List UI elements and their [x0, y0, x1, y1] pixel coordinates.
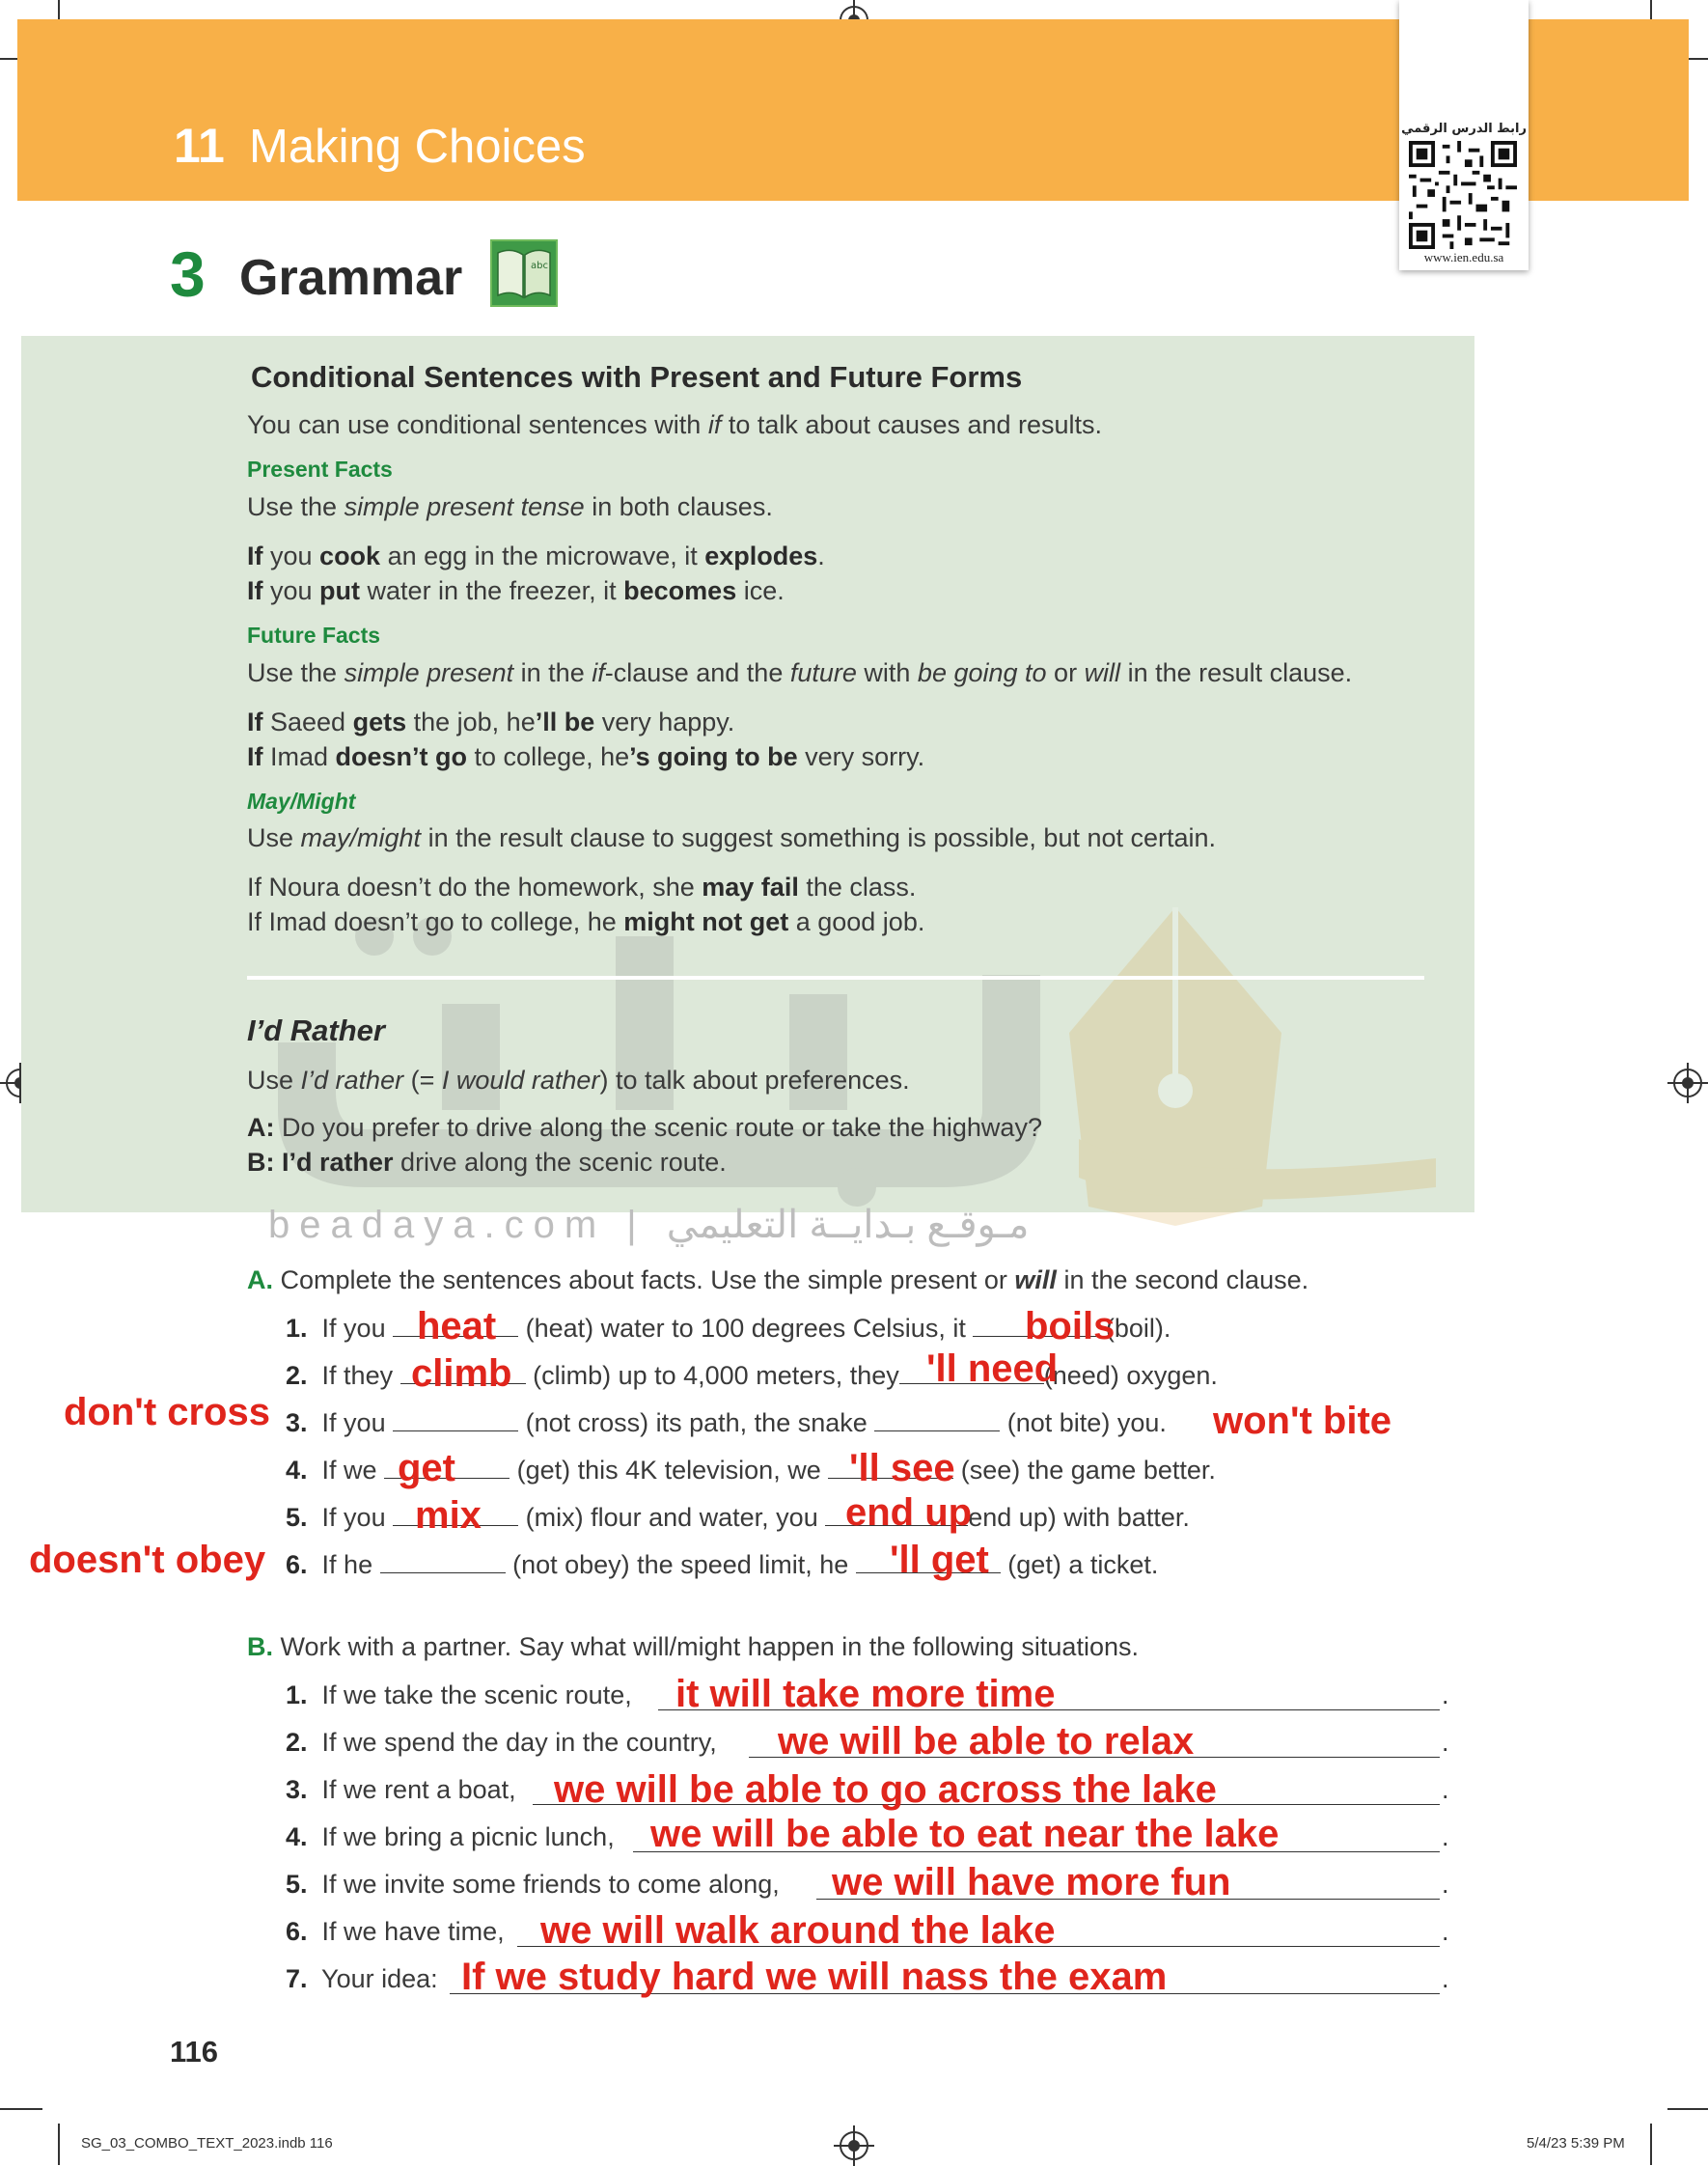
exercise-b-item-2: 2. If we spend the day in the country,	[286, 1728, 717, 1757]
crop-mark	[1667, 2108, 1708, 2110]
unit-title: Making Choices	[249, 121, 586, 173]
may-might-label: May/Might	[247, 789, 356, 814]
exercise-b-item-7: 7. Your idea:	[286, 1964, 438, 1993]
page-number: 116	[170, 2035, 219, 2069]
line-end-period: .	[1442, 1775, 1449, 1804]
handwritten-answer: If we study hard we will nass the exam	[461, 1956, 1168, 1998]
answer-blank[interactable]	[380, 1551, 506, 1573]
section-number: 3	[170, 238, 206, 310]
id-rather-heading: I’d Rather	[247, 1014, 385, 1047]
may-might-example-2: If Imad doesn’t go to college, he might not get a good job.	[247, 907, 925, 936]
handwritten-answer: we will be able to relax	[778, 1720, 1195, 1763]
may-might-rule: Use may/might in the result clause to suggest something is possible, but not certain.	[247, 823, 1217, 852]
crop-mark	[58, 2124, 60, 2165]
handwritten-answer: won't bite	[1213, 1400, 1392, 1442]
present-facts-example-1: If you cook an egg in the microwave, it explodes.	[247, 542, 825, 570]
registration-mark-icon	[1673, 1069, 1702, 1097]
registration-mark-icon	[840, 2131, 868, 2160]
line-end-period: .	[1442, 1964, 1449, 1993]
handwritten-answer: mix	[415, 1494, 482, 1537]
exercise-a-item-3: 3. If you (not cross) its path, the snake (not bite) you.	[286, 1408, 1167, 1437]
exercise-a-instruction: A. Complete the sentences about facts. Use the simple present or will in the second clause.	[247, 1265, 1309, 1294]
exercise-b-item-4: 4. If we bring a picnic lunch,	[286, 1822, 615, 1851]
handwritten-answer: 'll need	[926, 1347, 1059, 1390]
unit-number: 11	[174, 119, 225, 173]
line-end-period: .	[1442, 1822, 1449, 1851]
present-facts-label: Present Facts	[247, 457, 393, 482]
qr-url: www.ien.edu.sa	[1423, 250, 1504, 264]
handwritten-answer: end up	[845, 1491, 973, 1534]
id-rather-example-a: A: Do you prefer to drive along the scenic route or take the highway?	[247, 1113, 1042, 1142]
id-rather-rule: Use I’d rather (= I would rather) to talk about preferences.	[247, 1066, 910, 1095]
line-end-period: .	[1442, 1728, 1449, 1757]
exercise-a-item-2: 2. If they (climb) up to 4,000 meters, they (need) oxygen.	[286, 1361, 1218, 1390]
handwritten-answer: 'll see	[849, 1447, 955, 1489]
open-book-abc-icon	[490, 239, 558, 307]
future-facts-example-2: If Imad doesn’t go to college, he’s going to be very sorry.	[247, 742, 925, 771]
present-facts-rule: Use the simple present tense in both clauses.	[247, 492, 773, 521]
line-end-period: .	[1442, 1870, 1449, 1899]
handwritten-answer: we will be able to eat near the lake	[650, 1813, 1280, 1855]
handwritten-answer: doesn't obey	[29, 1539, 266, 1581]
handwritten-answer: climb	[411, 1352, 512, 1395]
exercise-b-item-6: 6. If we have time,	[286, 1917, 505, 1946]
watermark-text: beadaya.com | مـوقـع بـدايــة التعليمي	[268, 1204, 1030, 1246]
handwritten-answer: boils	[1025, 1305, 1116, 1347]
handwritten-answer: heat	[417, 1305, 497, 1347]
exercise-a-item-1: 1. If you (heat) water to 100 degrees Celsius, it (boil).	[286, 1314, 1171, 1343]
exercise-a-item-4: 4. If we (get) this 4K television, we (see) the game better.	[286, 1456, 1216, 1485]
footer-date: 5/4/23 5:39 PM	[1527, 2135, 1625, 2152]
footer-file-slug: SG_03_COMBO_TEXT_2023.indb 116	[81, 2135, 333, 2152]
section-title: Grammar	[239, 250, 463, 306]
grammar-box-heading: Conditional Sentences with Present and Future Forms	[251, 360, 1023, 394]
handwritten-answer: it will take more time	[675, 1673, 1056, 1715]
may-might-example-1: If Noura doesn’t do the homework, she may fail the class.	[247, 873, 917, 902]
present-facts-example-2: If you put water in the freezer, it becomes ice.	[247, 576, 785, 605]
handwritten-answer: don't cross	[64, 1391, 270, 1433]
answer-blank[interactable]	[874, 1409, 1000, 1431]
future-facts-example-1: If Saeed gets the job, he’ll be very happy.	[247, 708, 735, 736]
crop-mark	[0, 2108, 42, 2110]
future-facts-label: Future Facts	[247, 623, 381, 648]
icon-letters: abc	[531, 261, 548, 271]
exercise-a-item-5: 5. If you (mix) flour and water, you end up) with batter.	[286, 1503, 1190, 1532]
qr-label: رابط الدرس الرقمي	[1401, 122, 1527, 136]
exercise-b-item-5: 5. If we invite some friends to come along,	[286, 1870, 780, 1899]
handwritten-answer: we will be able to go across the lake	[554, 1768, 1217, 1811]
exercise-b-instruction: B. Work with a partner. Say what will/might happen in the following situations.	[247, 1632, 1139, 1661]
handwritten-answer: we will walk around the lake	[540, 1909, 1056, 1952]
crop-mark	[1650, 2124, 1652, 2165]
digital-lesson-qr-card[interactable]	[1399, 0, 1529, 270]
future-facts-rule: Use the simple present in the if-clause and the future with be going to or will in the result clause.	[247, 658, 1353, 687]
handwritten-answer: get	[398, 1447, 455, 1489]
qr-code-icon[interactable]	[1409, 141, 1517, 249]
exercise-b-item-1: 1. If we take the scenic route,	[286, 1680, 632, 1709]
line-end-period: .	[1442, 1917, 1449, 1946]
id-rather-example-b: B: I’d rather drive along the scenic route.	[247, 1148, 727, 1177]
line-end-period: .	[1442, 1680, 1449, 1709]
grammar-box-divider	[247, 976, 1424, 980]
handwritten-answer: 'll get	[890, 1539, 989, 1581]
answer-blank[interactable]	[393, 1409, 518, 1431]
grammar-intro: You can use conditional sentences with if to talk about causes and results.	[247, 410, 1103, 439]
exercise-a-item-6: 6. If he (not obey) the speed limit, he (get) a ticket.	[286, 1550, 1159, 1579]
exercise-b-item-3: 3. If we rent a boat,	[286, 1775, 516, 1804]
handwritten-answer: we will have more fun	[832, 1861, 1231, 1903]
